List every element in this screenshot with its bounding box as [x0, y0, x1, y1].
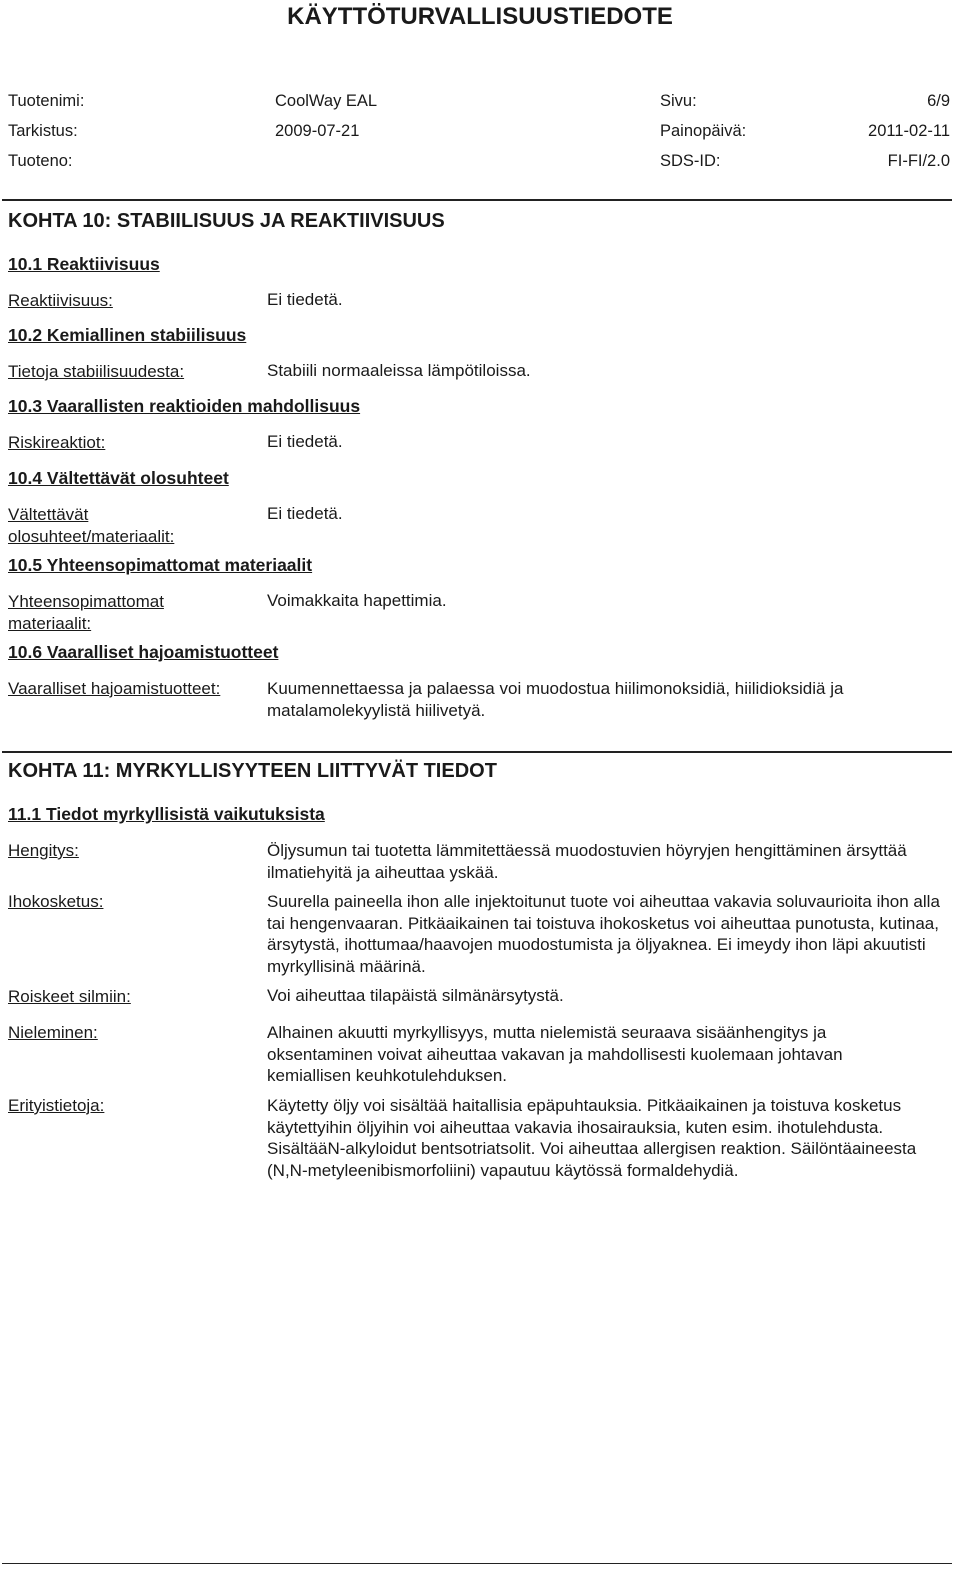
section-11-title: KOHTA 11: MYRKYLLISYYTEEN LIITTYVÄT TIEDOT	[8, 760, 497, 782]
subsection-10-4-title: 10.4 Vältettävät olosuhteet	[8, 468, 229, 488]
reactivity-value: Ei tiedetä.	[267, 290, 343, 309]
page-label: Sivu:	[660, 92, 697, 110]
product-no-label: Tuoteno:	[8, 152, 73, 170]
subsection-11-1-title: 11.1 Tiedot myrkyllisistä vaikutuksista	[8, 804, 325, 824]
skin-contact-value: Suurella paineella ihon alle injektoitunut tuote voi aiheuttaa vakavia soluvaurioita ihon alla tai hengenvaaran. Pitkäaikainen tai toistuva ihokosketus voi aiheuttaa punotusta, kutinaa, ärsytystä, ihottumaa/haavojen muodostumista ja öljyaknea. Ei imeydy ihon läpi akuutisti myrkyllisinä määrinä.	[267, 892, 940, 976]
eye-splash-value: Voi aiheuttaa tilapäistä silmänärsytystä.	[267, 986, 564, 1005]
subsection-10-2-title: 10.2 Kemiallinen stabiilisuus	[8, 325, 247, 345]
document-title: KÄYTTÖTURVALLISUUSTIEDOTE	[287, 3, 673, 30]
print-date: 2011-02-11	[868, 122, 950, 140]
inhalation-label: Hengitys:	[8, 841, 79, 860]
skin-contact-label: Ihokosketus:	[8, 892, 104, 911]
special-info-label: Erityistietoja:	[8, 1096, 105, 1115]
stability-label: Tietoja stabiilisuudesta:	[8, 362, 185, 381]
avoid-conditions-label: Vältettävät olosuhteet/materiaalit:	[8, 505, 175, 546]
product-name-label: Tuotenimi:	[8, 92, 85, 110]
incompatible-materials-label: Yhteensopimattomat materiaalit:	[8, 592, 164, 633]
inhalation-value: Öljysumun tai tuotetta lämmitettäessä muodostuvien höyryjen hengittäminen ärsyttää ilmatiehyitä ja aiheuttaa yskää.	[267, 841, 907, 882]
print-date-label: Painopäivä:	[660, 122, 747, 140]
subsection-10-5-title: 10.5 Yhteensopimattomat materiaalit	[8, 555, 313, 575]
risk-reactions-value: Ei tiedetä.	[267, 432, 343, 451]
decomposition-products-label: Vaaralliset hajoamistuotteet:	[8, 679, 221, 698]
revision-label: Tarkistus:	[8, 122, 78, 140]
sds-id-label: SDS-ID:	[660, 152, 721, 170]
subsection-10-6-title: 10.6 Vaaralliset hajoamistuotteet	[8, 642, 279, 662]
divider	[2, 751, 952, 753]
subsection-10-1-title: 10.1 Reaktiivisuus	[8, 254, 160, 274]
footer-divider	[2, 1563, 952, 1564]
ingestion-label: Nieleminen:	[8, 1023, 98, 1042]
divider	[2, 199, 952, 201]
ingestion-value: Alhainen akuutti myrkyllisyys, mutta nielemistä seuraava sisäänhengitys ja oksentaminen voivat aiheuttaa vakavan ja mahdollisesti kuolemaan johtavan kemiallisen keuhkotulehduksen.	[267, 1023, 843, 1085]
sds-id: FI-FI/2.0	[887, 152, 950, 170]
incompatible-materials-value: Voimakkaita hapettimia.	[267, 591, 447, 610]
avoid-conditions-value: Ei tiedetä.	[267, 504, 343, 523]
decomposition-products-value: Kuumennettaessa ja palaessa voi muodostua hiilimonoksidiä, hiilidioksidiä ja matalamolekyylistä hiilivetyä.	[267, 679, 844, 720]
product-name: CoolWay EAL	[275, 92, 378, 110]
risk-reactions-label: Riskireaktiot:	[8, 433, 106, 452]
section-10-title: KOHTA 10: STABIILISUUS JA REAKTIIVISUUS	[8, 210, 445, 232]
stability-value: Stabiili normaaleissa lämpötiloissa.	[267, 361, 531, 380]
eye-splash-label: Roiskeet silmiin:	[8, 987, 131, 1006]
revision-date: 2009-07-21	[275, 122, 360, 140]
page-number: 6/9	[927, 92, 950, 110]
subsection-10-3-title: 10.3 Vaarallisten reaktioiden mahdollisuus	[8, 396, 361, 416]
reactivity-label: Reaktiivisuus:	[8, 291, 113, 310]
special-info-value: Käytetty öljy voi sisältää haitallisia epäpuhtauksia. Pitkäaikainen ja toistuva kosketus käytettyihin öljyihin voi aiheuttaa vakavia ihosairauksia, kuten esim. ihotulehdusta. SisältääN-alkyloidut bentsotriatsolit. Voi aiheuttaa allergisen reaktion. Säilöntäaineesta (N,N-metyleenibismorfoliini) vapautuu käytössä formaldehydiä.	[267, 1096, 917, 1180]
